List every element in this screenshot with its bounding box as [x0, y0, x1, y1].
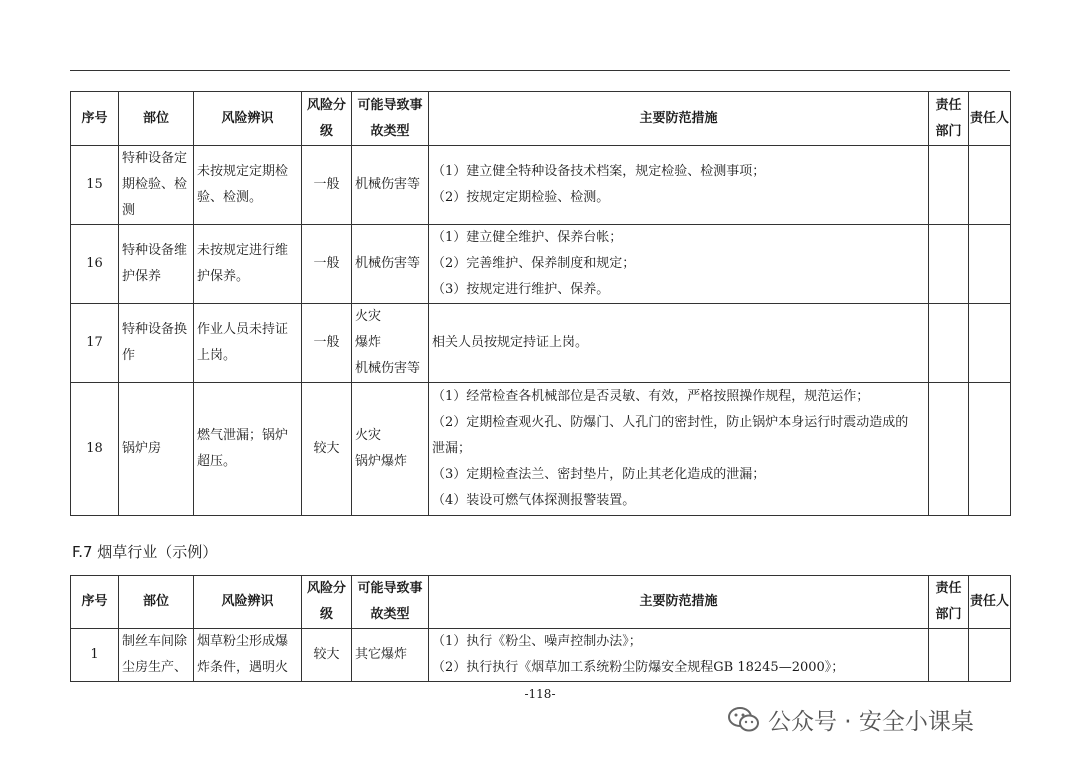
cell-dept	[929, 383, 969, 516]
header-person-b: 人	[996, 110, 1010, 126]
header-accident	[352, 576, 429, 629]
table-header-row	[71, 92, 1011, 146]
cell-part	[119, 225, 194, 304]
header-person	[969, 576, 1011, 629]
header-acc-a: 可能导致	[357, 97, 410, 113]
cell-risk	[194, 304, 302, 383]
cell-risk-line: 炸条件，遇明火	[197, 660, 289, 675]
cell-person	[969, 146, 1011, 225]
cell-measures-line: （2）执行执行《烟草加工系统粉尘防爆安全规程GB 18245—2000》；	[432, 660, 845, 675]
cell-measures-line: （1）建立健全特种设备技术档案，规定检验、检测事项；	[432, 164, 766, 179]
cell-accident	[352, 629, 429, 682]
cell-accident-line: 机械伤害等	[355, 361, 421, 376]
cell-risk-line: 超压。	[197, 454, 237, 469]
cell-measures	[429, 146, 929, 225]
cell-measures-line: （1）经常检查各机械部位是否灵敏、有效，严格按照操作规程，规范运作；	[432, 389, 870, 404]
header-dept-b: 部门	[935, 123, 962, 139]
cell-part	[119, 629, 194, 682]
cell-part-line: 特种设备换	[122, 322, 188, 337]
header-no: 序号	[71, 92, 119, 146]
cell-part-line: 制丝车间除	[122, 634, 188, 649]
header-accident	[352, 92, 429, 146]
cell-measures-line: （3）定期检查法兰、密封垫片，防止其老化造成的泄漏；	[432, 467, 766, 482]
cell-part-line: 测	[122, 203, 136, 218]
cell-level: 一般	[302, 225, 352, 304]
table-row	[71, 146, 1011, 225]
cell-level: 一般	[302, 304, 352, 383]
cell-accident-line: 机械伤害等	[355, 256, 421, 271]
header-dept	[929, 576, 969, 629]
risk-table-1	[70, 91, 1011, 516]
cell-no: 1	[71, 629, 119, 682]
cell-dept	[929, 304, 969, 383]
header-dept-a: 责任	[935, 97, 962, 113]
header-level-a: 风险	[306, 97, 333, 113]
cell-no: 18	[71, 383, 119, 516]
cell-part-line: 作	[122, 348, 136, 363]
cell-measures	[429, 629, 929, 682]
cell-part-line: 锅炉房	[122, 441, 162, 456]
cell-part-line: 特种设备维	[122, 243, 188, 258]
cell-risk	[194, 383, 302, 516]
cell-accident-line: 其它爆炸	[355, 647, 408, 662]
cell-accident	[352, 304, 429, 383]
cell-part-line: 尘房生产、	[122, 660, 188, 675]
header-level-a: 风险	[306, 581, 333, 596]
page-number: -118-	[524, 687, 556, 701]
header-measures: 主要防范措施	[429, 92, 929, 146]
cell-no: 17	[71, 304, 119, 383]
cell-risk	[194, 146, 302, 225]
cell-dept	[929, 225, 969, 304]
header-part: 部位	[119, 576, 194, 629]
table-row	[71, 383, 1011, 516]
watermark-text: 公众号 · 安全小课桌	[768, 709, 974, 735]
cell-measures-line: （1）执行《粉尘、噪声控制办法》；	[432, 634, 642, 649]
cell-measures-line: （1）建立健全维护、保养台帐；	[432, 230, 623, 245]
cell-part	[119, 383, 194, 516]
cell-accident	[352, 225, 429, 304]
cell-person	[969, 383, 1011, 516]
cell-measures-line: （2）按规定定期检验、检测。	[432, 190, 610, 205]
cell-measures	[429, 304, 929, 383]
cell-level: 较大	[302, 629, 352, 682]
header-dept	[929, 92, 969, 146]
cell-risk-line: 燃气泄漏；锅炉	[197, 428, 289, 443]
cell-part-line: 护保养	[122, 269, 162, 284]
cell-risk	[194, 629, 302, 682]
cell-risk-line: 作业人员未持证	[197, 322, 289, 337]
cell-no: 15	[71, 146, 119, 225]
cell-measures-line: 泄漏；	[432, 441, 472, 456]
cell-risk-line: 验、检测。	[197, 190, 263, 205]
cell-accident-line: 火灾	[355, 309, 382, 324]
cell-measures-line: （2）定期检查观火孔、防爆门、人孔门的密封性，防止锅炉本身运行时震动造成的	[432, 415, 909, 430]
header-no: 序号	[71, 576, 119, 629]
header-risk: 风险辨识	[194, 92, 302, 146]
cell-measures-line: （2）完善维护、保养制度和规定；	[432, 256, 636, 271]
header-level	[302, 92, 352, 146]
table-header-row	[71, 576, 1011, 629]
risk-table-2	[70, 575, 1011, 682]
watermark	[728, 703, 974, 736]
cell-accident-line: 锅炉爆炸	[355, 454, 408, 469]
header-person-a: 责任	[969, 110, 996, 126]
header-part: 部位	[119, 92, 194, 146]
cell-part	[119, 304, 194, 383]
header-dept-a: 责任	[935, 581, 962, 596]
header-person-a: 责任	[969, 594, 996, 609]
cell-person	[969, 225, 1011, 304]
cell-accident-line: 机械伤害等	[355, 177, 421, 192]
cell-risk-line: 上岗。	[197, 348, 237, 363]
wechat-icon	[728, 706, 760, 734]
cell-risk-line: 护保养。	[197, 269, 250, 284]
cell-risk-line: 未按规定定期检	[197, 164, 289, 179]
cell-person	[969, 629, 1011, 682]
cell-part-line: 特种设备定	[122, 151, 188, 166]
table-row	[71, 225, 1011, 304]
header-acc-b: 事故类型	[370, 581, 423, 622]
header-level-b: 分级	[319, 97, 347, 139]
cell-measures-line: 相关人员按规定持证上岗。	[432, 335, 589, 350]
cell-part	[119, 146, 194, 225]
cell-risk-line: 未按规定进行维	[197, 243, 289, 258]
cell-no: 16	[71, 225, 119, 304]
cell-dept	[929, 146, 969, 225]
cell-measures	[429, 225, 929, 304]
header-acc-a: 可能导致	[357, 581, 410, 596]
cell-accident-line: 火灾	[355, 428, 382, 443]
table-row	[71, 629, 1011, 682]
header-level	[302, 576, 352, 629]
cell-risk	[194, 225, 302, 304]
cell-person	[969, 304, 1011, 383]
cell-measures	[429, 383, 929, 516]
table-row	[71, 304, 1011, 383]
cell-level: 较大	[302, 383, 352, 516]
header-dept-b: 部门	[935, 607, 962, 622]
cell-accident	[352, 383, 429, 516]
cell-risk-line: 烟草粉尘形成爆	[197, 634, 289, 649]
cell-part-line: 期检验、检	[122, 177, 188, 192]
cell-measures-line: （4）装设可燃气体探测报警装置。	[432, 493, 636, 508]
cell-accident-line: 爆炸	[355, 335, 382, 350]
cell-level: 一般	[302, 146, 352, 225]
header-person-b: 人	[996, 594, 1010, 609]
header-rule	[70, 70, 1010, 71]
cell-dept	[929, 629, 969, 682]
cell-accident	[352, 146, 429, 225]
header-acc-b: 事故类型	[370, 97, 423, 139]
cell-measures-line: （3）按规定进行维护、保养。	[432, 282, 610, 297]
header-person	[969, 92, 1011, 146]
header-risk: 风险辨识	[194, 576, 302, 629]
section-title: F.7 烟草行业（示例）	[72, 543, 218, 561]
header-measures: 主要防范措施	[429, 576, 929, 629]
header-level-b: 分级	[319, 581, 347, 622]
